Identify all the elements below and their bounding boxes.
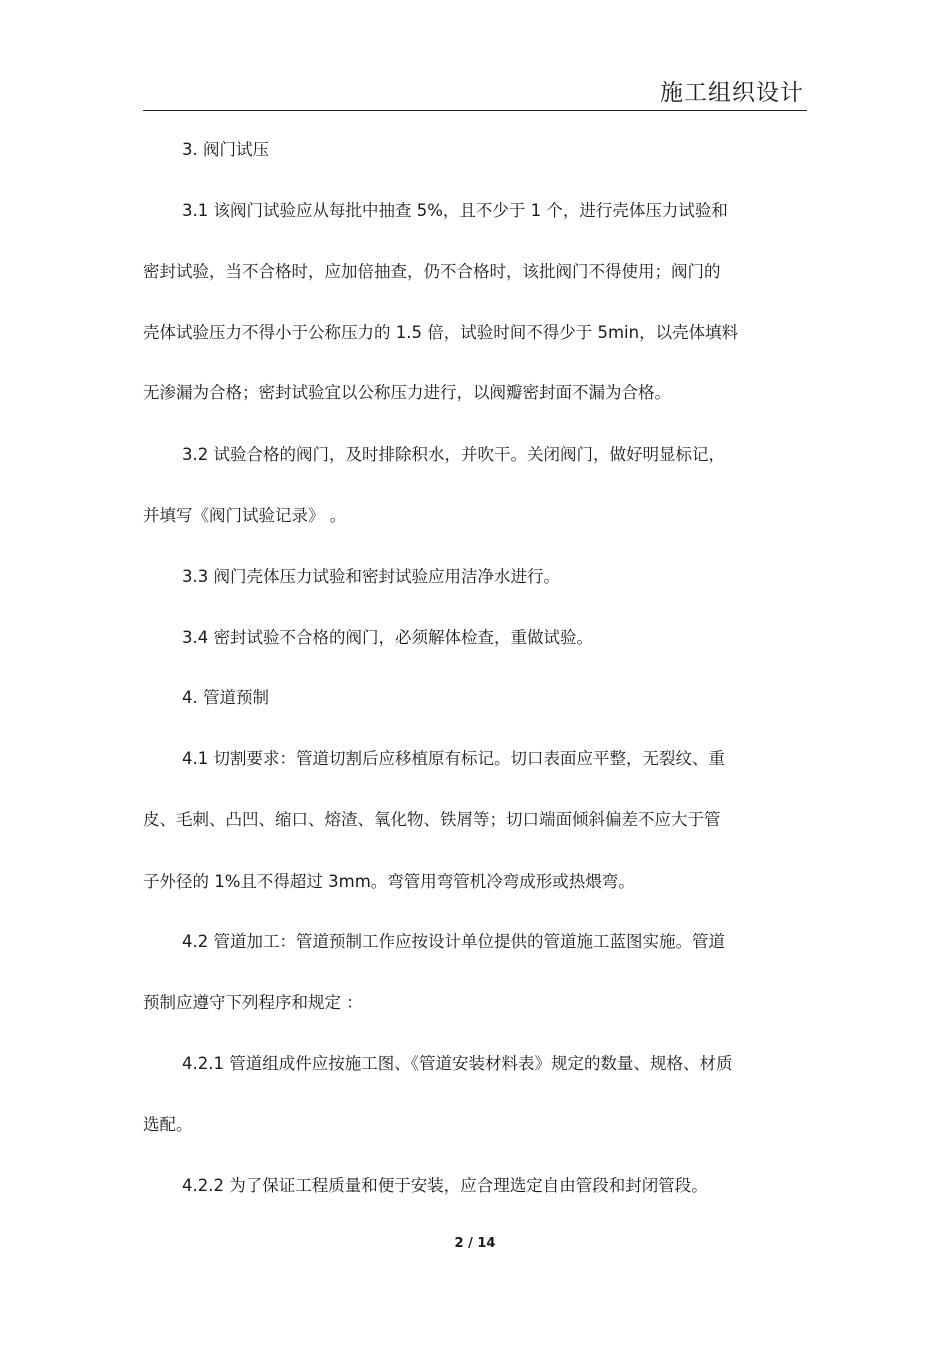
section-heading-3: 3. 阀门试压: [182, 140, 269, 159]
paragraph-line: 3.3 阀门壳体压力试验和密封试验应用洁净水进行。: [182, 567, 560, 586]
page-number: 2 / 14: [454, 1236, 496, 1251]
paragraph-line: 4.2.2 为了保证工程质量和便于安装，应合理选定自由管段和封闭管段。: [182, 1176, 708, 1195]
paragraph-line: 预制应遵守下列程序和规定 ：: [143, 993, 363, 1012]
header-title: 施工组织设计: [660, 80, 804, 106]
paragraph-line: 无渗漏为合格；密封试验宜以公称压力进行，以阀瓣密封面不漏为合格。: [143, 383, 671, 402]
paragraph-line: 密封试验，当不合格时，应加倍抽查，仍不合格时，该批阀门不得使用；阀门的: [143, 262, 721, 281]
paragraph-line: 皮、毛刺、凸凹、缩口、熔渣、氧化物、铁屑等；切口端面倾斜偏差不应大于管: [143, 810, 721, 829]
paragraph-line: 4.1 切割要求：管道切割后应移植原有标记。切口表面应平整，无裂纹、重: [182, 749, 725, 768]
paragraph-line: 3.4 密封试验不合格的阀门，必须解体检查，重做试验。: [182, 628, 593, 647]
paragraph-line: 4.2 管道加工：管道预制工作应按设计单位提供的管道施工蓝图实施。管道: [182, 932, 725, 951]
paragraph-line: 4.2.1 管道组成件应按施工图、《管道安装材料表》规定的数量、规格、材质: [182, 1054, 733, 1073]
paragraph-line: 子外径的 1%且不得超过 3mm。弯管用弯管机冷弯成形或热煨弯。: [143, 872, 635, 891]
paragraph-line: 壳体试验压力不得小于公称压力的 1.5 倍，试验时间不得少于 5min，以壳体填料: [143, 323, 739, 342]
section-heading-4: 4. 管道预制: [182, 688, 269, 707]
paragraph-line: 3.1 该阀门试验应从每批中抽查 5%，且不少于 1 个，进行壳体压力试验和: [182, 201, 728, 220]
paragraph-line: 选配。: [143, 1115, 193, 1134]
paragraph-line: 3.2 试验合格的阀门，及时排除积水，并吹干。关闭阀门，做好明显标记，: [182, 445, 725, 464]
header-divider: [143, 110, 807, 111]
paragraph-line: 并填写《阀门试验记录》 。: [143, 506, 347, 525]
